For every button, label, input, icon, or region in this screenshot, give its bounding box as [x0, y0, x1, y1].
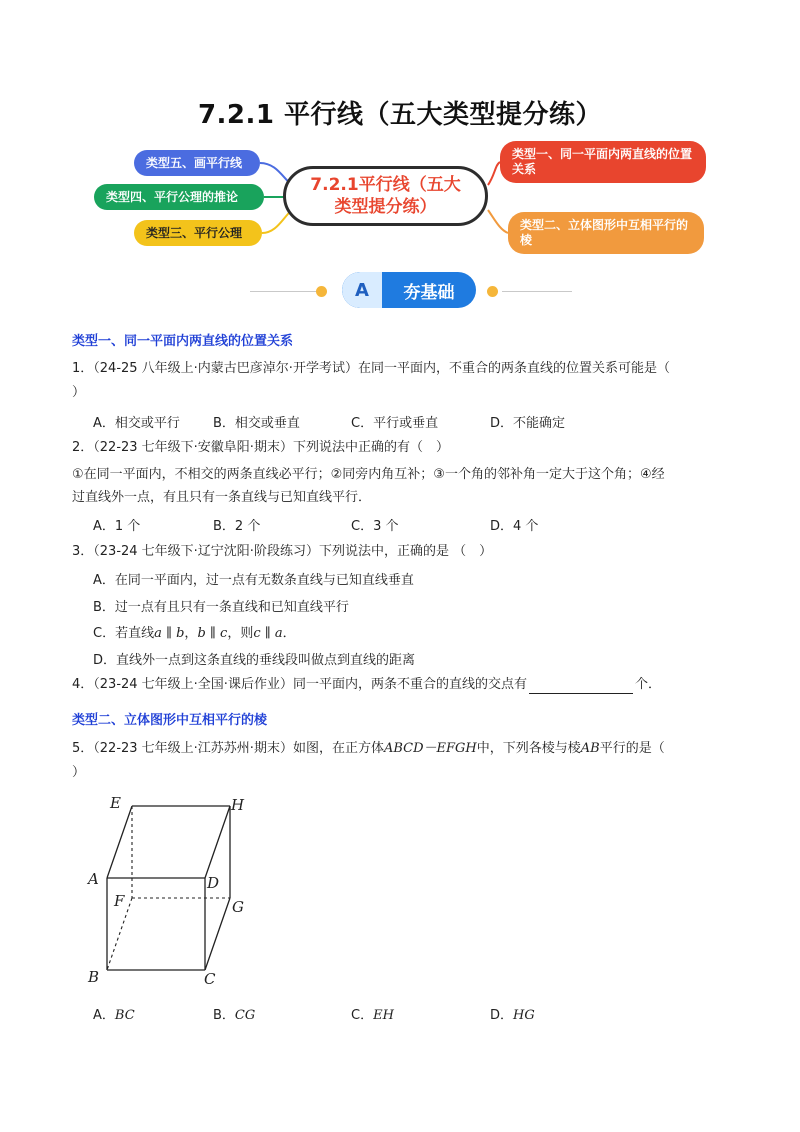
q2-option-c: C．3 个	[351, 519, 399, 534]
q3-option-c-sep1: ，	[184, 626, 198, 641]
q5-option-a-prefix: A．	[93, 1008, 115, 1023]
decor-dot-left	[316, 286, 327, 297]
q5-option-a	[93, 1004, 135, 1023]
cube-label-b: B	[88, 968, 100, 986]
q5-stem-end: ）	[72, 765, 86, 780]
q2-option-a: A．1 个	[93, 519, 141, 534]
q1-stem: 1．（24-25 八年级上·内蒙古巴彦淖尔·开学考试）在同一平面内，不重合的两条直线的位置关系可能是（	[72, 361, 670, 376]
decor-line-right	[502, 291, 572, 292]
q5-stem-mid: 中，下列各棱与棱	[476, 741, 581, 756]
mindmap-node-type1: 类型一、同一平面内两直线的位置关系	[500, 141, 706, 183]
badge-text: 夯基础	[403, 282, 455, 303]
q2-option-b: B．2 个	[213, 519, 261, 534]
q5-option-d	[490, 1004, 535, 1023]
q5-option-c-prefix: C．	[351, 1008, 374, 1023]
q1-stem-end: ）	[72, 385, 86, 400]
q4-stem-text: 4．（23-24 七年级上·全国·课后作业）同一平面内，两条不重合的直线的交点有	[72, 677, 527, 692]
q5-option-d-math: HG	[513, 1008, 535, 1023]
q3-option-d: D．直线外一点到这条直线的垂线段叫做点到直线的距离	[93, 653, 416, 668]
q4-stem	[72, 676, 661, 694]
section-badge	[240, 272, 560, 312]
q3-option-c-end: ．	[282, 626, 296, 641]
badge-letter: A	[342, 272, 382, 308]
q5-stem-pre: 5．（22-23 七年级上·江苏苏州·期末）如图，在正方体	[72, 741, 384, 756]
cube-label-g: G	[232, 898, 244, 916]
mindmap-node-type2: 类型二、立体图形中互相平行的棱	[508, 212, 704, 254]
decor-dot-right	[487, 286, 498, 297]
q5-option-b-math: CG	[234, 1008, 256, 1023]
q1-option-d: D．不能确定	[490, 416, 566, 431]
q2-stem: 2．（22-23 七年级下·安徽阜阳·期末）下列说法中正确的有（ ）	[72, 440, 449, 455]
q3-option-b: B．过一点有且只有一条直线和已知直线平行	[93, 600, 349, 615]
q5-stem	[72, 740, 665, 758]
q1-option-a: A．相交或平行	[93, 416, 180, 431]
cube-label-h: H	[231, 796, 245, 814]
cube-label-f: F	[114, 892, 125, 910]
mindmap-node-type4: 类型四、平行公理的推论	[94, 184, 264, 210]
q3-option-c-sep2: ，则	[227, 626, 254, 641]
badge-pill	[342, 272, 476, 308]
mindmap-node-type5: 类型五、画平行线	[134, 150, 260, 176]
q3-option-c-math1: a ∥ b	[154, 626, 185, 641]
q3-option-c-math2: b ∥ c	[197, 626, 228, 641]
q5-edge-ab: AB	[580, 741, 600, 756]
q3-option-a: A．在同一平面内，过一点有无数条直线与已知直线垂直	[93, 573, 414, 588]
q5-cube-name: ABCD－EFGH	[383, 741, 477, 756]
q3-option-c-math3: c ∥ a	[253, 626, 283, 641]
cube-label-d: D	[207, 874, 220, 892]
q2-statement-line1: ①在同一平面内，不相交的两条直线必平行；②同旁内角互补；③一个角的邻补角一定大于这个角；④经	[72, 467, 665, 482]
q5-option-c	[351, 1004, 394, 1023]
q3-option-c	[93, 622, 296, 641]
page-title: 7.2.1 平行线（五大类型提分练）	[197, 100, 603, 130]
section-heading-1: 类型一、同一平面内两直线的位置关系	[72, 334, 294, 349]
q4-answer-blank[interactable]	[529, 679, 633, 694]
q2-option-d: D．4 个	[490, 519, 539, 534]
q1-option-b: B．相交或垂直	[213, 416, 300, 431]
q5-stem-post: 平行的是（	[599, 741, 665, 756]
decor-line-left	[250, 291, 320, 292]
cube-figure	[80, 792, 270, 992]
q4-stem-end: 个．	[634, 677, 661, 692]
mindmap-center: 7.2.1平行线（五大类型提分练）	[283, 166, 488, 226]
q5-option-a-math: BC	[114, 1008, 135, 1023]
q5-option-b	[213, 1004, 255, 1023]
cube-label-a: A	[88, 870, 99, 888]
q1-option-c: C．平行或垂直	[351, 416, 439, 431]
cube-label-e: E	[110, 794, 121, 812]
q5-option-c-math: EH	[373, 1008, 394, 1023]
section-heading-2: 类型二、立体图形中互相平行的棱	[72, 713, 268, 728]
q5-option-b-prefix: B．	[213, 1008, 235, 1023]
q3-option-c-prefix: C．若直线	[93, 626, 155, 641]
mindmap-node-type3: 类型三、平行公理	[134, 220, 262, 246]
q5-option-d-prefix: D．	[490, 1008, 514, 1023]
cube-label-c: C	[204, 970, 216, 988]
q3-stem: 3．（23-24 七年级下·辽宁沈阳·阶段练习）下列说法中，正确的是 （ ）	[72, 544, 493, 559]
q2-statement-line2: 过直线外一点，有且只有一条直线与已知直线平行．	[72, 490, 372, 505]
